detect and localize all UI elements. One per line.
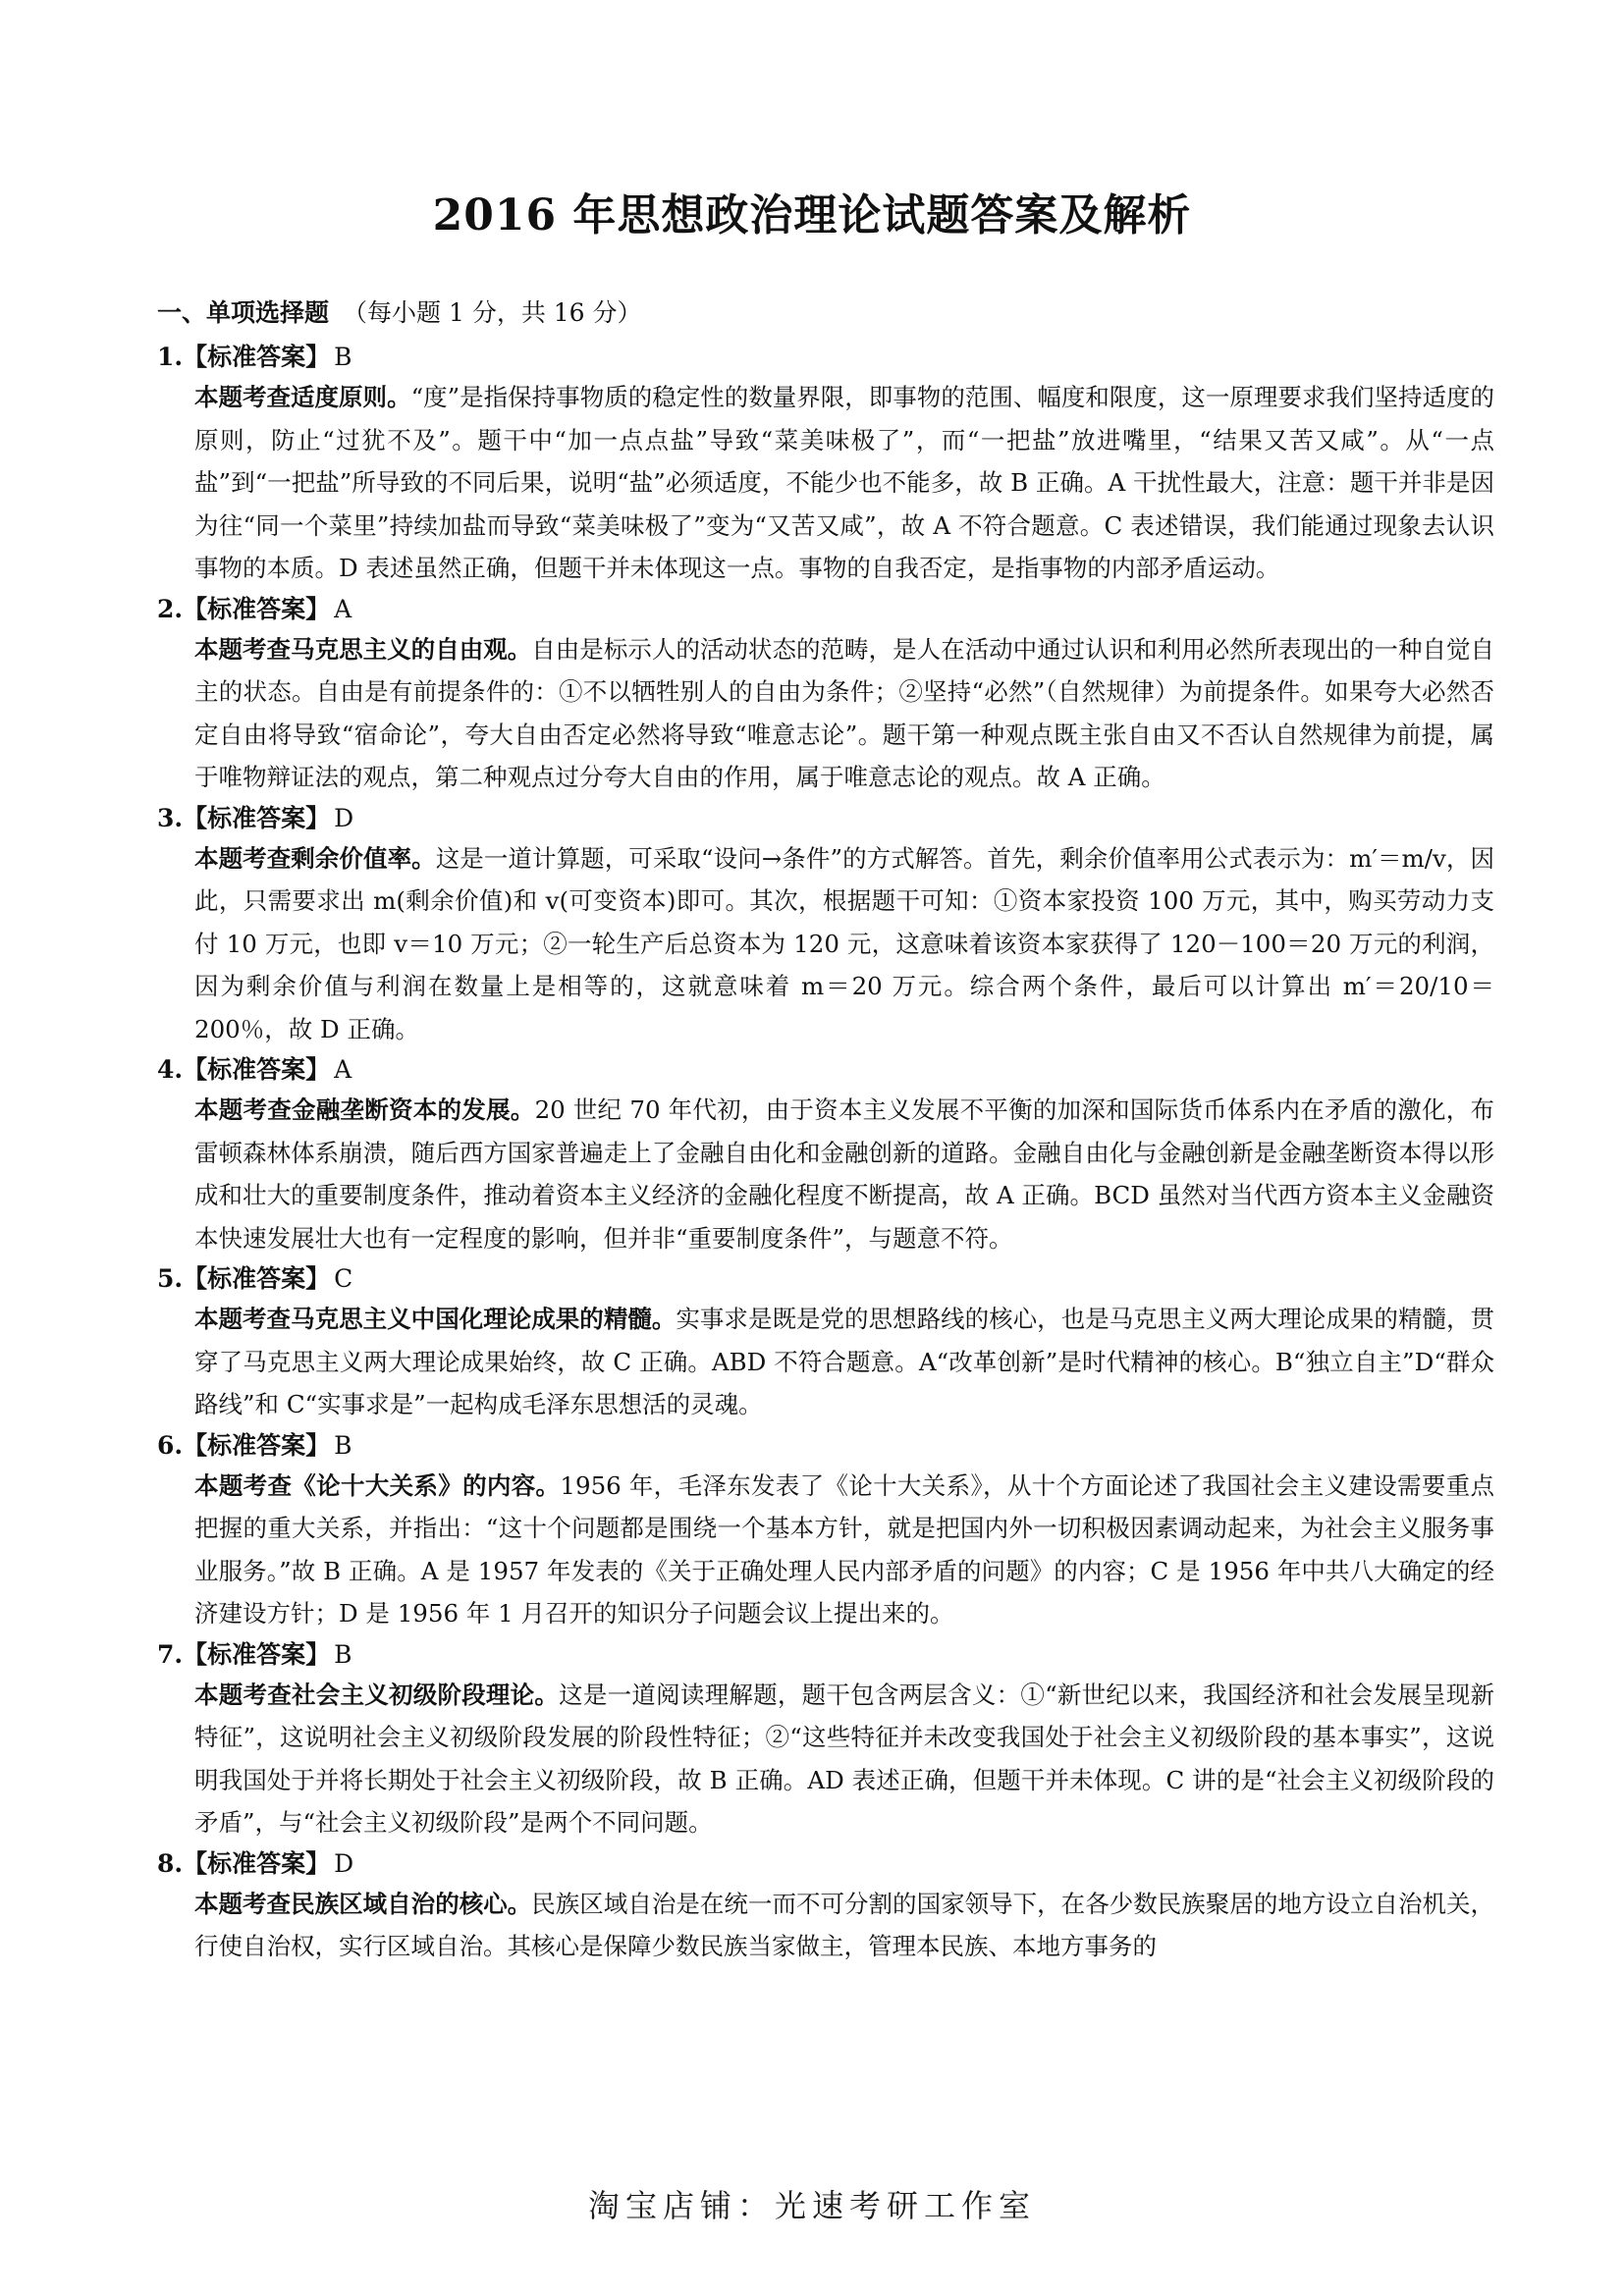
question-number: 3. [157,803,184,832]
explanation-keyword: 本题考查适度原则。 [194,383,411,411]
answer-label: 【标准答案】 [183,594,331,623]
question-5 [157,1259,1494,1426]
answer-letter: B [334,343,352,371]
question-7 [157,1635,1494,1844]
question-explanation [194,837,1494,1051]
shop-footer: 淘宝店铺：光速考研工作室 [587,2187,1036,2224]
question-number: 5. [157,1264,184,1293]
question-explanation [194,1883,1494,1968]
answer-label: 【标准答案】 [183,1264,331,1293]
question-explanation [194,1465,1494,1635]
question-header [157,1635,1494,1674]
question-1 [157,338,1494,590]
question-2 [157,590,1494,799]
question-number: 1. [157,343,184,371]
answer-letter: B [334,1430,352,1460]
question-explanation [194,1089,1494,1259]
question-number: 4. [157,1055,184,1084]
question-header [157,799,1494,837]
question-6 [157,1426,1494,1635]
answer-letter: A [334,594,352,623]
answer-label: 【标准答案】 [183,803,331,832]
explanation-text: 1956 年，毛泽东发表了《论十大关系》，从十个方面论述了我国社会主义建设需要重点把握的重大关系，并指出：“这十个问题都是围绕一个基本方针，就是把国内外一切积极因素调动起来，为社会主义服务事业服务。”故 B 正确。A 是 1957 年发表的《关于正确处理人民内部矛盾的问题》的内容；C 是 1956 年中共八大确定的经济建设方针；D 是 1956 年 1 月召开的知识分子问题会议上提出来的。 [194,1470,1494,1628]
explanation-text: 自由是标示人的活动状态的范畴，是人在活动中通过认识和利用必然所表现出的一种自觉自主的状态。自由是有前提条件的：①不以牺牲别人的自由为条件；②坚持“必然”（自然规律）为前提条件。如果夸大必然否定自由将导致“宿命论”，夸大自由否定必然将导致“唯意志论”。题干第一种观点既主张自由又不否认自然规律为前提，属于唯物辩证法的观点，第二种观点过分夸大自由的作用，属于唯意志论的观点。故 A 正确。 [194,634,1494,791]
answer-content [157,294,1494,1968]
question-header [157,338,1494,376]
section-heading [157,294,1494,332]
question-number: 7. [157,1639,184,1669]
question-3 [157,799,1494,1051]
page-title: 2016 年思想政治理论试题答案及解析 [432,190,1192,240]
explanation-keyword: 本题考查《论十大关系》的内容。 [194,1470,561,1500]
question-number: 6. [157,1430,184,1460]
answer-label: 【标准答案】 [183,1055,331,1084]
explanation-text: 民族区域自治是在统一而不可分割的国家领导下，在各少数民族聚居的地方设立自治机关，行使自治权，实行区域自治。其核心是保障少数民族当家做主，管理本民族、本地方事务的 [194,1889,1494,1960]
explanation-keyword: 本题考查马克思主义的自由观。 [194,634,532,664]
explanation-keyword: 本题考查马克思主义中国化理论成果的精髓。 [194,1305,677,1333]
answer-label: 【标准答案】 [183,1639,331,1669]
explanation-keyword: 本题考查金融垄断资本的发展。 [194,1095,535,1124]
answer-label: 【标准答案】 [183,1848,331,1878]
question-header [157,1426,1494,1465]
explanation-text: 实事求是既是党的思想路线的核心，也是马克思主义两大理论成果的精髓，贯穿了马克思主义两大理论成果始终，故 C 正确。ABD 不符合题意。A“改革创新”是时代精神的核心。B“独立自主”D“群众路线”和 C“实事求是”一起构成毛泽东思想活的灵魂。 [194,1305,1495,1418]
question-header [157,590,1494,628]
explanation-text: “度”是指保持事物质的稳定性的数量界限，即事物的范围、幅度和限度，这一原理要求我们坚持适度的原则，防止“过犹不及”。题干中“加一点点盐”导致“菜美味极了”，而“一把盐”放进嘴里，“结果又苦又咸”。从“一点盐”到“一把盐”所导致的不同后果，说明“盐”必须适度，不能少也不能多，故 B 正确。A 干扰性最大，注意：题干并非是因为往“同一个菜里”持续加盐而导致“菜美味极了”变为“又苦又咸”，故 A 不符合题意。C 表述错误，我们能通过现象去认识事物的本质。D 表述虽然正确，但题干并未体现这一点。事物的自我否定，是指事物的内部矛盾运动。 [194,383,1495,582]
question-8 [157,1844,1494,1968]
explanation-keyword: 本题考查民族区域自治的核心。 [194,1889,532,1918]
explanation-text: 这是一道计算题，可采取“设问→条件”的方式解答。首先，剩余价值率用公式表示为：m′＝m/v，因此，只需要求出 m(剩余价值)和 v(可变资本)即可。其次，根据题干可知：①资本家投资 100 万元，其中，购买劳动力支付 10 万元，也即 v＝10 万元；②一轮生产后总资本为 120 元，这意味着该资本家获得了 120－100＝20 万元的利润，因为剩余价值与利润在数量上是相等的，这就意味着 m＝20 万元。综合两个条件，最后可以计算出 m′＝20/10＝200％，故 D 正确。 [194,843,1494,1043]
question-explanation [194,628,1494,799]
explanation-keyword: 本题考查剩余价值率。 [194,843,436,873]
question-4 [157,1050,1494,1259]
explanation-text: 20 世纪 70 年代初，由于资本主义发展不平衡的加深和国际货币体系内在矛盾的激化，布雷顿森林体系崩溃，随后西方国家普遍走上了金融自由化和金融创新的道路。金融自由化与金融创新是金融垄断资本得以形成和壮大的重要制度条件，推动着资本主义经济的金融化程度不断提高，故 A 正确。BCD 虽然对当代西方资本主义金融资本快速发展壮大也有一定程度的影响，但并非“重要制度条件”，与题意不符。 [194,1095,1494,1253]
question-explanation [194,376,1494,590]
answer-label: 【标准答案】 [183,343,331,371]
answer-letter: D [334,803,354,832]
answer-label: 【标准答案】 [183,1430,331,1460]
question-explanation [194,1298,1494,1426]
answer-letter: A [334,1055,352,1084]
answer-letter: B [334,1639,352,1669]
question-number: 2. [157,594,184,623]
answer-letter: C [334,1264,353,1293]
explanation-text: 这是一道阅读理解题，题干包含两层含义：①“新世纪以来，我国经济和社会发展呈现新特征”，这说明社会主义初级阶段发展的阶段性特征；②“这些特征并未改变我国处于社会主义初级阶段的基本事实”，这说明我国处于并将长期处于社会主义初级阶段，故 B 正确。AD 表述正确，但题干并未体现。C 讲的是“社会主义初级阶段的矛盾”，与“社会主义初级阶段”是两个不同问题。 [194,1680,1494,1837]
question-header [157,1844,1494,1883]
section-label: 一、单项选择题 [157,298,330,327]
section-note: （每小题 1 分，共 16 分） [343,298,642,327]
question-header [157,1050,1494,1089]
answer-letter: D [334,1848,354,1878]
question-number: 8. [157,1848,184,1878]
question-explanation [194,1674,1494,1844]
explanation-keyword: 本题考查社会主义初级阶段理论。 [194,1680,560,1709]
question-header [157,1259,1494,1298]
